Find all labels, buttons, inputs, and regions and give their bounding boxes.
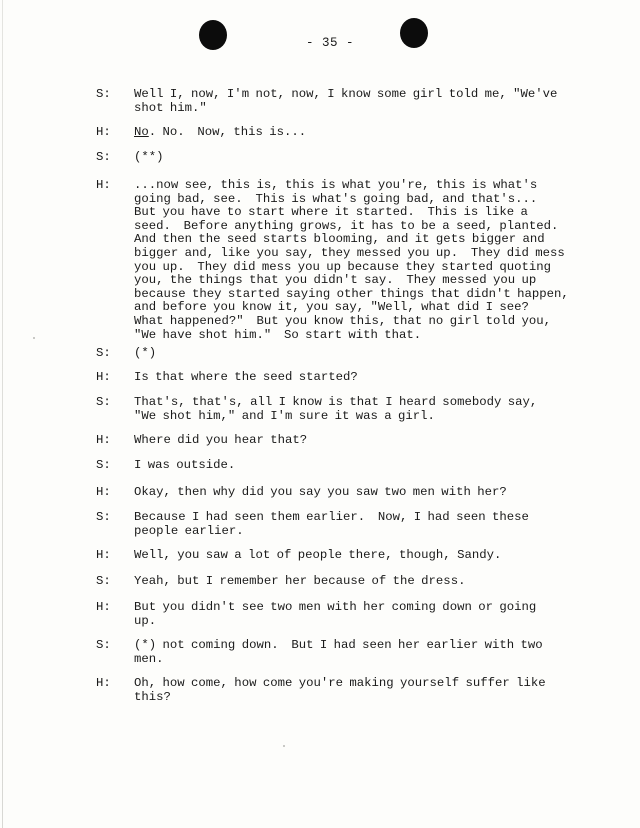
line-text: But you didn't see two men with her coming down or going <box>134 600 537 614</box>
line-text: because they started saying other things that didn't happen, <box>134 286 569 301</box>
line-text: men. <box>134 651 164 666</box>
page-number: - 35 - <box>305 36 354 50</box>
speaker-label: H: <box>96 485 111 499</box>
line-text: "We shot him," and I'm sure it was a girl. <box>134 408 435 423</box>
speaker-label: S: <box>96 346 111 360</box>
line-text: (*) not coming down. But I had seen her earlier with two <box>134 638 543 652</box>
speaker-label: S: <box>96 638 111 652</box>
speaker-label: H: <box>96 433 111 447</box>
line-text: Well I, now, I'm not, now, I know some girl told me, "We've <box>134 87 558 101</box>
line-text: That's, that's, all I know is that I heard somebody say, <box>134 395 538 409</box>
speaker-label: H: <box>96 125 111 139</box>
speaker-label: S: <box>96 87 111 101</box>
scan-speck <box>283 745 285 747</box>
scan-speck <box>33 337 35 339</box>
line-text: Is that where the seed started? <box>134 370 358 384</box>
punch-hole-left <box>199 20 227 50</box>
line-text: you, the things that you didn't say. They messed you up <box>134 273 537 288</box>
line-text: (**) <box>134 150 164 164</box>
line-text: (*) <box>134 346 157 360</box>
line-text: ...now see, this is, this is what you're, this is what's <box>134 178 538 192</box>
scan-edge <box>2 0 3 828</box>
line-text: you up. They did mess you up because they started quoting <box>134 259 552 274</box>
line-text-rest: . No. Now, this is... <box>148 125 307 139</box>
line-text: going bad, see. This is what's going bad, and that's... <box>134 191 538 206</box>
line-text: Because I had seen them earlier. Now, I had seen these <box>134 510 529 524</box>
speaker-label: H: <box>96 370 111 384</box>
speaker-label: S: <box>96 510 111 524</box>
line-text: And then the seed starts blooming, and it gets bigger and <box>134 232 545 247</box>
line-text: Where did you hear that? <box>134 433 308 447</box>
speaker-label: S: <box>96 150 111 164</box>
speaker-label: S: <box>96 395 111 409</box>
line-text: Okay, then why did you say you saw two men with her? <box>134 485 507 499</box>
line-text: "We have shot him." So start with that. <box>134 327 422 342</box>
speaker-label: S: <box>96 458 111 472</box>
underlined-word: No <box>134 125 149 139</box>
line-text: But you have to start where it started. This is like a <box>134 205 528 220</box>
line-text: up. <box>134 613 157 628</box>
line-text: this? <box>134 689 171 704</box>
line-text: seed. Before anything grows, it has to be a seed, planted. <box>134 218 559 233</box>
punch-hole-right <box>400 18 428 48</box>
speaker-label: H: <box>96 178 111 192</box>
speaker-label: H: <box>96 600 111 614</box>
line-text: shot him." <box>134 100 207 115</box>
speaker-label: H: <box>96 548 111 562</box>
line-text: and before you know it, you say, "Well, what did I see? <box>134 300 529 315</box>
line-text: people earlier. <box>134 523 244 538</box>
speaker-label: H: <box>96 676 111 690</box>
line-text <box>134 126 604 140</box>
line-text: bigger and, like you say, they messed you up. They did mess <box>134 246 565 260</box>
line-text: Well, you saw a lot of people there, though, Sandy. <box>134 548 502 562</box>
speaker-label: S: <box>96 574 111 588</box>
line-text: Yeah, but I remember her because of the dress. <box>134 574 466 588</box>
line-text: I was outside. <box>134 458 236 472</box>
line-text: Oh, how come, how come you're making yourself suffer like <box>134 676 546 690</box>
line-text: What happened?" But you know this, that no girl told you, <box>134 314 552 328</box>
